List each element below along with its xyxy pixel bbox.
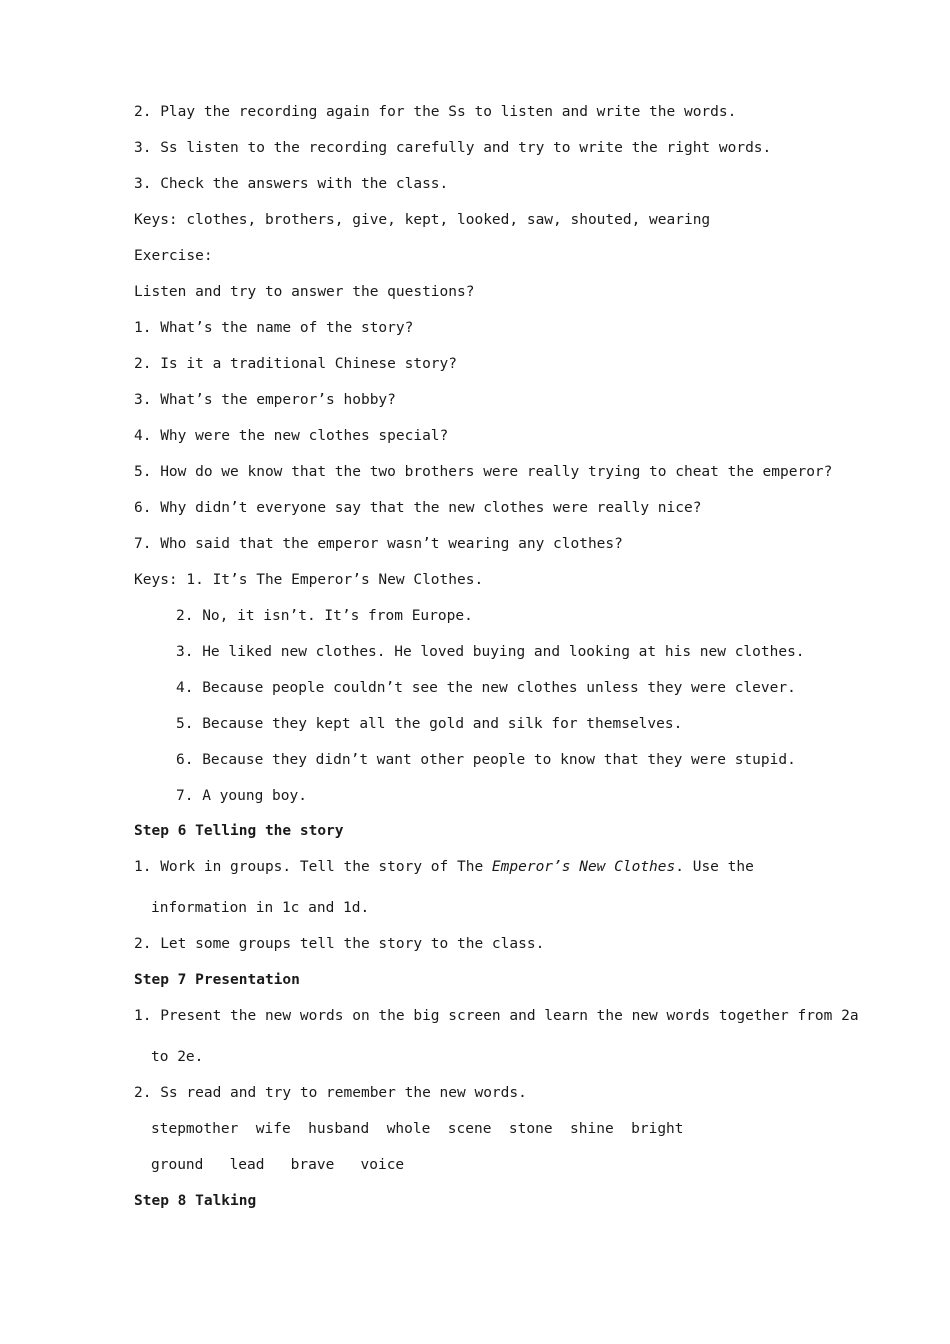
listen-item-check: 3. Check the answers with the class.: [134, 176, 449, 192]
step6-heading: Step 6 Telling the story: [134, 823, 344, 839]
answer-key-1: Keys: 1. It’s The Emperor’s New Clothes.: [134, 572, 484, 588]
answer-key-4: 4. Because people couldn’t see the new clothes unless they were clever.: [176, 680, 796, 696]
question-1: 1. What’s the name of the story?: [134, 320, 414, 336]
question-6: 6. Why didn’t everyone say that the new clothes were really nice?: [134, 500, 702, 516]
question-5: 5. How do we know that the two brothers were really trying to cheat the emperor?: [134, 464, 833, 480]
exercise-label: Exercise:: [134, 248, 213, 264]
answer-key-6: 6. Because they didn’t want other people to know that they were stupid.: [176, 752, 796, 768]
step7-item-1: 1. Present the new words on the big screen and learn the new words together from 2a: [134, 1008, 859, 1024]
new-words-row-2: ground lead brave voice: [151, 1157, 405, 1173]
answer-key-2: 2. No, it isn’t. It’s from Europe.: [176, 608, 473, 624]
listen-keys: Keys: clothes, brothers, give, kept, looked, saw, shouted, wearing: [134, 212, 711, 228]
question-3: 3. What’s the emperor’s hobby?: [134, 392, 396, 408]
listen-item-2: 2. Play the recording again for the Ss to listen and write the words.: [134, 104, 737, 120]
answer-key-7: 7. A young boy.: [176, 788, 307, 804]
answer-key-5: 5. Because they kept all the gold and silk for themselves.: [176, 716, 683, 732]
new-words-row-1: stepmother wife husband whole scene stone shine bright: [151, 1121, 684, 1137]
step6-item-1-continued: information in 1c and 1d.: [151, 900, 370, 916]
listen-item-3: 3. Ss listen to the recording carefully and try to write the right words.: [134, 140, 772, 156]
exercise-instruction: Listen and try to answer the questions?: [134, 284, 475, 300]
story-title: Emperor’s New Clothes: [491, 859, 676, 875]
question-7: 7. Who said that the emperor wasn’t wearing any clothes?: [134, 536, 623, 552]
question-2: 2. Is it a traditional Chinese story?: [134, 356, 458, 372]
step7-item-1-continued: to 2e.: [151, 1049, 204, 1065]
step8-heading: Step 8 Talking: [134, 1193, 257, 1209]
step6-item-1-post: . Use the: [675, 859, 754, 875]
step6-item-1: [134, 857, 754, 877]
step7-heading: Step 7 Presentation: [134, 972, 300, 988]
step6-item-2: 2. Let some groups tell the story to the class.: [134, 936, 545, 952]
question-4: 4. Why were the new clothes special?: [134, 428, 449, 444]
step6-item-1-pre: 1. Work in groups. Tell the story of The: [134, 859, 492, 875]
answer-key-3: 3. He liked new clothes. He loved buying and looking at his new clothes.: [176, 644, 805, 660]
step7-item-2: 2. Ss read and try to remember the new words.: [134, 1085, 527, 1101]
